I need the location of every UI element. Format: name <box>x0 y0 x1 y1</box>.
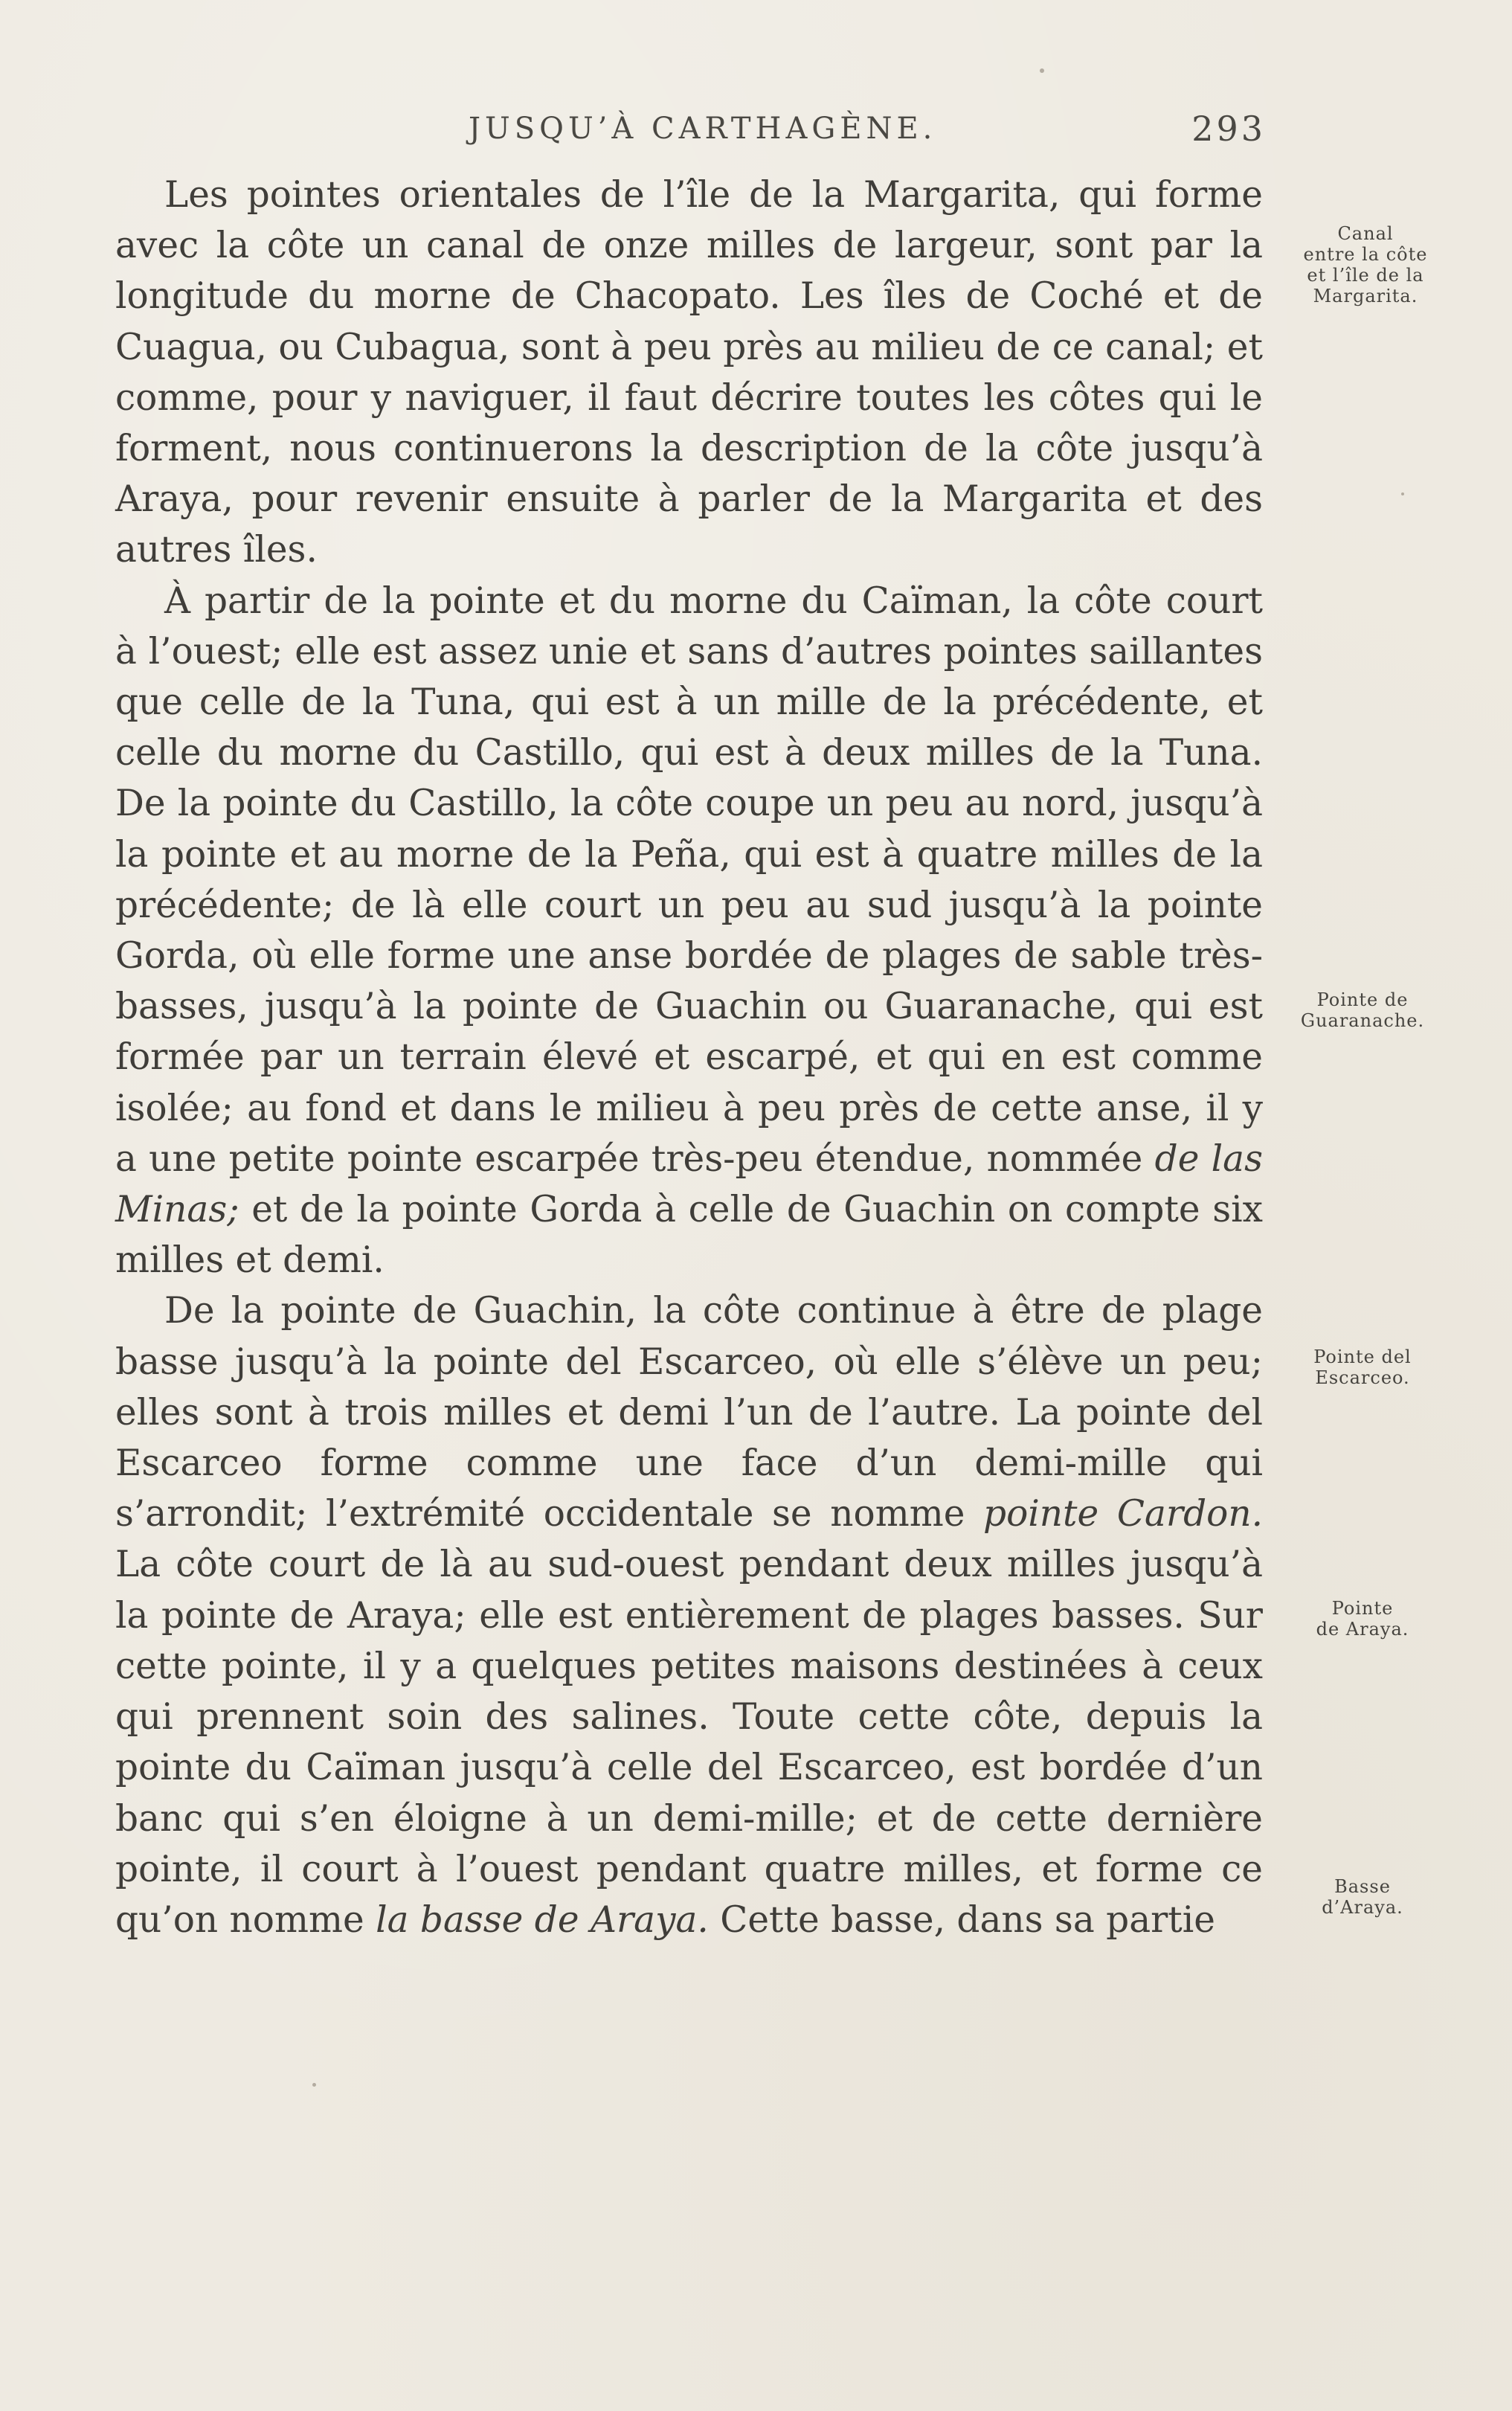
margin-note-guaranache <box>1273 989 1452 1031</box>
page-header <box>112 109 1266 156</box>
page-number: 293 <box>1191 109 1266 149</box>
paragraph-3-text-a: De la pointe de Guachin, la côte continue à être de plage basse jusqu’à la pointe del Escarceo, où elle s’élève un peu; elles sont à trois milles et demi l’un de l’autre. La pointe del Escarceo forme comme une face d’un demi-mille qui s’arrondit; l’extrémité occidentale se nomme <box>115 1290 1263 1535</box>
margin-note-line: Pointe del <box>1313 1346 1412 1367</box>
paragraph-1-text: Les pointes orientales de l’île de la Margarita, qui forme avec la côte un canal de onze milles de largeur, sont par la longitude du morne de Chacopato. Les îles de Coché et de Cuagua, ou Cubagua, sont à peu près au milieu de ce canal; et comme, pour y naviguer, il faut décrire toutes les côtes qui le forment, nous continuerons la description de la côte jusqu’à Araya, pour revenir ensuite à parler de la Margarita et des autres îles. <box>115 174 1263 571</box>
paragraph-2 <box>115 576 1263 1286</box>
running-head: JUSQU’À CARTHAGÈNE. <box>469 112 937 146</box>
margin-note-basse <box>1273 1876 1452 1918</box>
body-text <box>115 170 1263 1945</box>
paragraph-3-italic-a: pointe Cardon. <box>983 1493 1263 1535</box>
margin-note-araya <box>1273 1598 1452 1640</box>
margin-note-line: Canal <box>1337 223 1394 244</box>
margin-note-line: Margarita. <box>1313 286 1418 306</box>
margin-note-line: Pointe <box>1331 1598 1394 1619</box>
margin-note-line: de Araya. <box>1316 1619 1409 1640</box>
paragraph-2-text-a: À partir de la pointe et du morne du Caïman, la côte court à l’ouest; elle est assez unie et sans d’autres pointes saillantes que celle de la Tuna, qui est à un mille de la précédente, et celle du morne du Castillo, qui est à deux milles de la Tuna. De la pointe du Castillo, la côte coupe un peu au nord, jusqu’à la pointe et au morne de la Peña, qui est à quatre milles de la précédente; de là elle court un peu au sud jusqu’à la pointe Gorda, où elle forme une anse bordée de plages de sable très-basses, jusqu’à la pointe de Guachin ou Guaranache, qui est formée par un terrain élevé et escarpé, et qui en est comme isolée; au fond et dans le milieu à peu près de cette anse, il y a une petite pointe escarpée très-peu étendue, nommée <box>115 580 1263 1180</box>
paragraph-1 <box>115 170 1263 576</box>
paper-speck <box>312 2083 316 2087</box>
paragraph-3-italic-b: la basse de Araya. <box>376 1898 709 1941</box>
paragraph-3-text-c: Cette basse, dans sa partie <box>708 1898 1216 1941</box>
margin-note-line: Basse <box>1334 1876 1391 1897</box>
margin-note-escarceo <box>1273 1346 1452 1388</box>
paragraph-3 <box>115 1285 1263 1945</box>
paragraph-3-text-b: La côte court de là au sud-ouest pendant deux milles jusqu’à la pointe de Araya; elle est entièrement de plages basses. Sur cette pointe, il y a quelques petites maisons destinées à ceux qui prennent soin des salines. Toute cette côte, depuis la pointe du Caïman jusqu’à celle del Escarceo, est bordée d’un banc qui s’en éloigne à un demi-mille; et de cette dernière pointe, il court à l’ouest pendant quatre milles, et forme ce qu’on nomme <box>115 1544 1263 1941</box>
margin-note-line: Pointe de <box>1316 989 1409 1010</box>
paper-speck <box>1401 492 1404 495</box>
paper-speck <box>1040 68 1044 73</box>
margin-note-line: et l’île de la <box>1307 265 1424 286</box>
margin-note-line: Guaranache. <box>1300 1010 1425 1031</box>
margin-note-canal <box>1276 223 1455 306</box>
margin-note-line: entre la côte <box>1303 244 1428 265</box>
margin-note-line: d’Araya. <box>1322 1897 1403 1918</box>
margin-note-line: Escarceo. <box>1315 1367 1410 1388</box>
paragraph-2-italic: de las Minas; <box>115 1137 1263 1231</box>
paragraph-2-text-b: et de la pointe Gorda à celle de Guachin on compte six milles et demi. <box>115 1189 1263 1282</box>
